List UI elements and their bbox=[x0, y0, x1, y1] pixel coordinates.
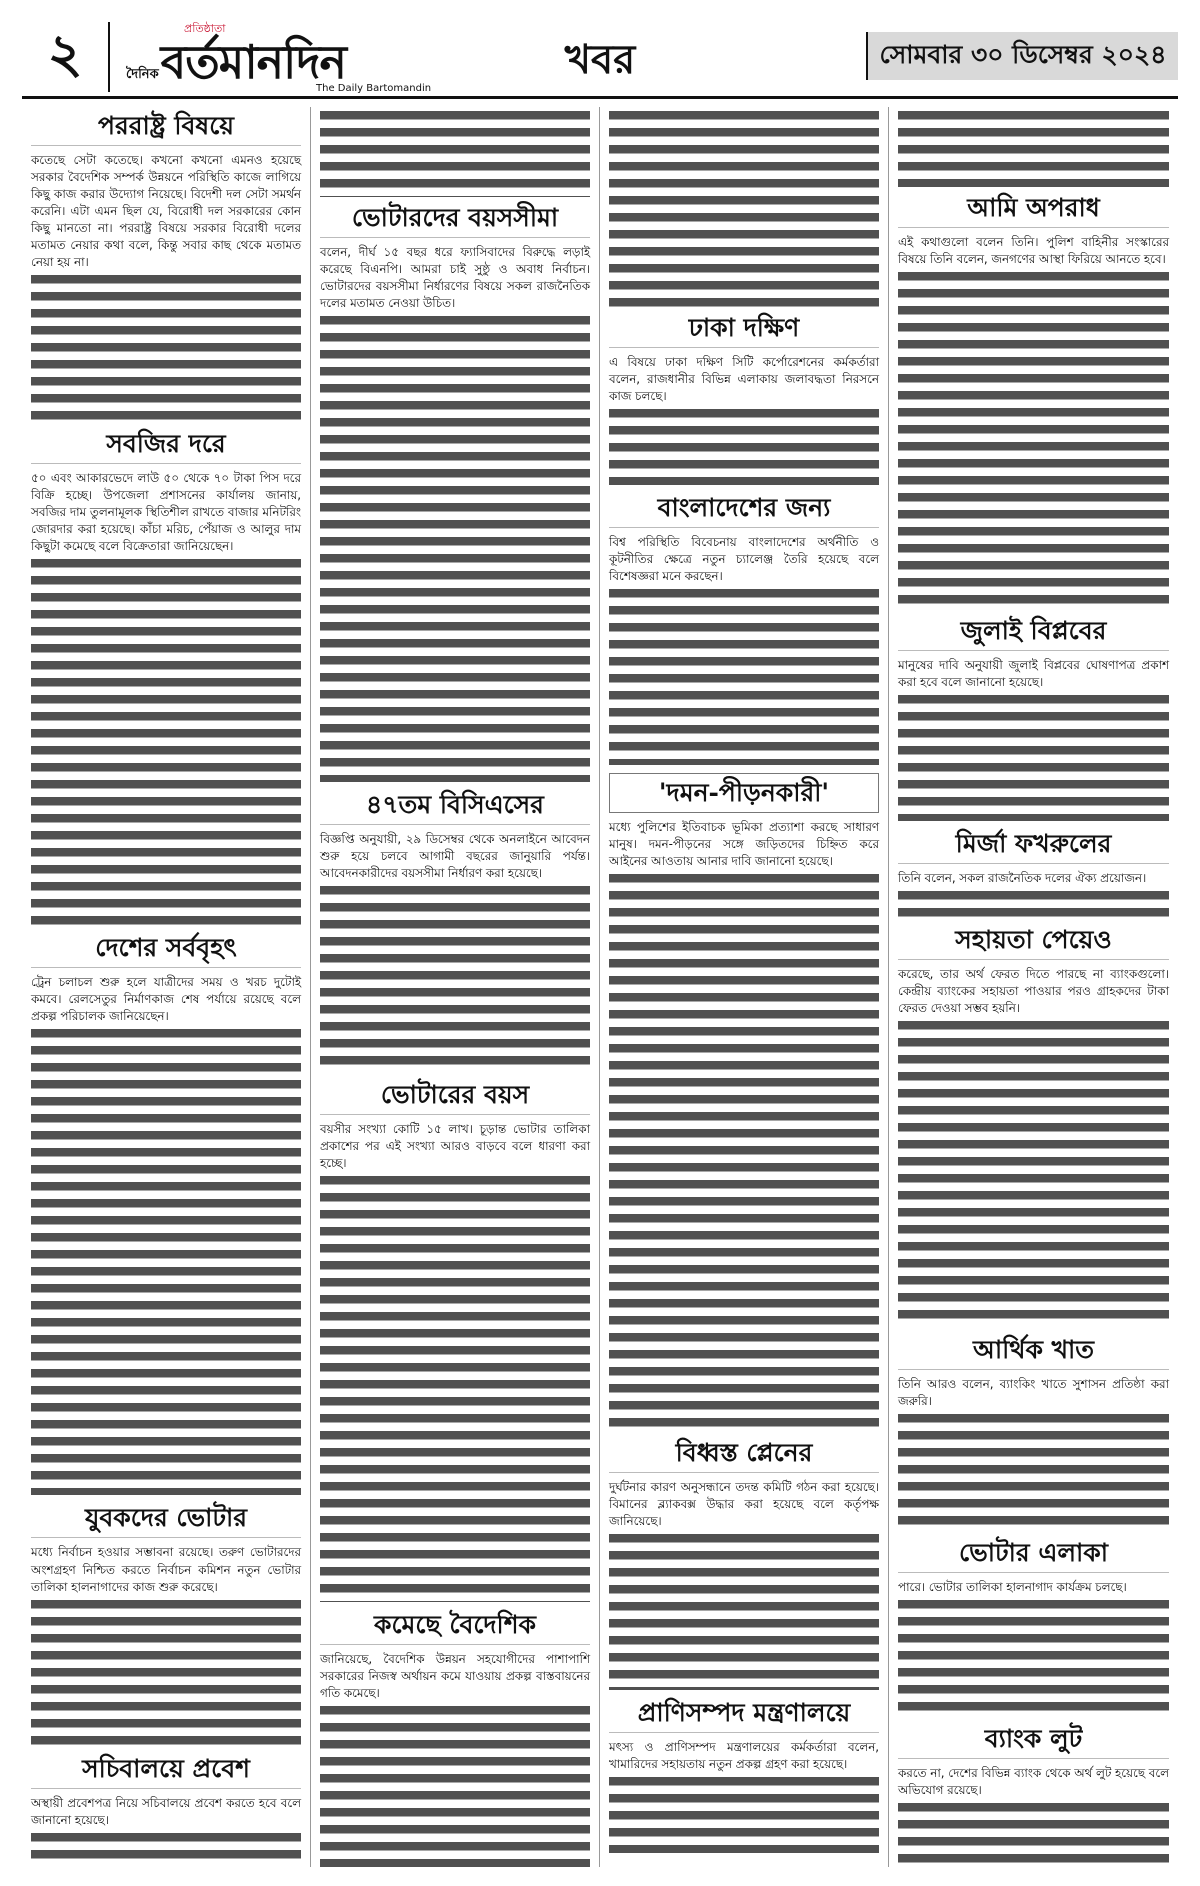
article-body-continued bbox=[320, 1172, 590, 1602]
article-body: বয়সীর সংখ্যা কোটি ১৫ লাখ। চূড়ান্ত ভোটার তালিকা প্রকাশের পর এই সংখ্যা আরও বাড়বে বলে ধারণা করা হচ্ছে। bbox=[320, 1122, 590, 1171]
article-columns bbox=[22, 107, 1178, 1867]
article-body-continued bbox=[898, 1017, 1169, 1327]
article bbox=[898, 1724, 1169, 1867]
article-body-continued bbox=[609, 585, 879, 765]
article-headline: বাংলাদেশের জন্য bbox=[609, 493, 879, 528]
article-body-continued bbox=[898, 1596, 1169, 1716]
article bbox=[898, 1538, 1169, 1716]
article-headline: জুলাই বিপ্লবের bbox=[898, 616, 1169, 651]
article-body-continued bbox=[320, 882, 590, 1072]
logo-english-name: The Daily Bartomandin bbox=[316, 83, 432, 94]
article-headline: মির্জা ফখরুলের bbox=[898, 829, 1169, 864]
article-headline: দেশের সর্ববৃহৎ bbox=[31, 933, 301, 968]
article-body: দুর্ঘটনার কারণ অনুসন্ধানে তদন্ত কমিটি গঠন করা হয়েছে। বিমানের ব্ল্যাকবক্স উদ্ধার করা হয়েছে বলে কর্তৃপক্ষ জানিয়েছে। bbox=[609, 1480, 879, 1529]
article-body: বিজ্ঞপ্তি অনুযায়ী, ২৯ ডিসেম্বর থেকে অনলাইনে আবেদন শুরু হয়ে চলবে আগামী বছরের জানুয়ারি পর্যন্ত। আবেদনকারীদের বয়সসীমা নির্ধারণ করা হয়েছে। bbox=[320, 832, 590, 881]
article bbox=[31, 1754, 301, 1867]
section-title: খবর bbox=[564, 36, 636, 83]
article-body: মধ্যে নির্বাচন হওয়ার সম্ভাবনা রয়েছে। তরুণ ভোটারদের অংশগ্রহণ নিশ্চিত করতে নির্বাচন কমিশন নতুন ভোটার তালিকা হালনাগাদের কাজ শুরু করেছে। bbox=[31, 1545, 301, 1594]
article bbox=[898, 616, 1169, 821]
article bbox=[898, 925, 1169, 1327]
article-headline: আমি অপরাধ bbox=[898, 193, 1169, 228]
article-headline: যুবকদের ভোটার bbox=[31, 1503, 301, 1538]
article-body-continued bbox=[31, 555, 301, 925]
article-continuation bbox=[320, 107, 590, 197]
article-body-continued bbox=[320, 312, 590, 782]
page-number: ২ bbox=[22, 22, 110, 92]
column-2 bbox=[311, 107, 600, 1867]
article bbox=[31, 1503, 301, 1745]
article-body-continued bbox=[609, 1530, 879, 1690]
article-headline: পররাষ্ট্র বিষয়ে bbox=[31, 111, 301, 146]
article-body-continued bbox=[31, 1025, 301, 1495]
article bbox=[898, 193, 1169, 608]
article-body: কতেছে সেটা কতেছে। কখনো কখনো এমনও হয়েছে সরকার বৈদেশিক সম্পর্ক উন্নয়নে পরিস্থিতি কাজে লাগিয়ে কিছু কাজ করার উদ্যোগ নিয়েছে। বিদেশী দল সেটা সমর্থন করেনি। এটা এমন ছিল যে, বিরোধী দল সরকারের কোন কিছু মানতো না। পররাষ্ট্র বিষয়ে সরকার বিরোধী দলের মতামত নেয়ার কথা বলে, কিন্তু সবার কাছ থেকে মতামত নেয়া হয় না। bbox=[31, 153, 301, 270]
article-body: তিনি বলেন, সকল রাজনৈতিক দলের ঐক্য প্রয়োজন। bbox=[898, 871, 1147, 886]
article-body: পারে। ভোটার তালিকা হালনাগাদ কার্যক্রম চলছে। bbox=[898, 1580, 1127, 1595]
article-body: মৎস্য ও প্রাণিসম্পদ মন্ত্রণালয়ের কর্মকর্তারা বলেন, খামারিদের সহায়তায় নতুন প্রকল্প গ্রহণ করা হয়েছে। bbox=[609, 1740, 879, 1772]
article-body-continued bbox=[898, 691, 1169, 821]
article-headline: আর্থিক খাত bbox=[898, 1335, 1169, 1370]
article-headline: ৪৭তম বিসিএসের bbox=[320, 790, 590, 825]
article-body-continued bbox=[31, 271, 301, 421]
article-body: বিশ্ব পরিস্থিতি বিবেচনায় বাংলাদেশের অর্থনীতি ও কূটনীতির ক্ষেত্রে নতুন চ্যালেঞ্জ তৈরি হয়েছে বলে বিশেষজ্ঞরা মনে করছেন। bbox=[609, 535, 879, 584]
article-body: মানুষের দাবি অনুযায়ী জুলাই বিপ্লবের ঘোষণাপত্র প্রকাশ করা হবে বলে জানানো হয়েছে। bbox=[898, 658, 1169, 690]
article-body: ৫০ এবং আকারভেদে লাউ ৫০ থেকে ৭০ টাকা পিস দরে বিক্রি হচ্ছে। উপজেলা প্রশাসনের কার্যালয় জানায়, সবজির দাম তুলনামূলক স্থিতিশীল রাখতে বাজার মনিটরিং জোরদার করা হয়েছে। কাঁচা মরিচ, পেঁয়াজ ও আলুর দাম কিছুটা কমেছে বলে বিক্রেতারা জানিয়েছেন। bbox=[31, 471, 301, 554]
article-body-continued bbox=[31, 1829, 301, 1867]
article bbox=[320, 790, 590, 1072]
article-body-continued bbox=[609, 405, 879, 485]
article-body: জানিয়েছে, বৈদেশিক উন্নয়ন সহযোগীদের পাশাপাশি সরকারের নিজস্ব অর্থায়ন কমে যাওয়ায় প্রকল্প বাস্তবায়নের গতি কমেছে। bbox=[320, 1652, 590, 1701]
article bbox=[31, 933, 301, 1495]
article bbox=[609, 493, 879, 765]
article-headline: ভোটার এলাকা bbox=[898, 1538, 1169, 1573]
article-continuation bbox=[898, 107, 1169, 187]
article bbox=[609, 773, 879, 1430]
newspaper-logo bbox=[126, 20, 431, 94]
article-body-continued bbox=[898, 887, 1169, 917]
logo-prefix: দৈনিক bbox=[126, 67, 159, 82]
article-body-continued bbox=[898, 1799, 1169, 1867]
article-body: করেছে, তার অর্থ ফেরত দিতে পারছে না ব্যাংকগুলো। কেন্দ্রীয় ব্যাংকের সহায়তা পাওয়ার পরও গ্রাহকদের টাকা ফেরত দেওয়া সম্ভব হয়নি। bbox=[898, 967, 1169, 1016]
logo-name: বর্তমানদিন bbox=[160, 35, 346, 89]
article-headline: কমেছে বৈদেশিক bbox=[320, 1610, 590, 1645]
article-headline: সহায়তা পেয়েও bbox=[898, 925, 1169, 960]
article-body: ট্রেন চলাচল শুরু হলে যাত্রীদের সময় ও খরচ দুটোই কমবে। রেলসেতুর নির্মাণকাজ শেষ পর্যায়ে রয়েছে বলে প্রকল্প পরিচালক জানিয়েছেন। bbox=[31, 975, 301, 1024]
article-body: অস্থায়ী প্রবেশপত্র নিয়ে সচিবালয়ে প্রবেশ করতে হবে বলে জানানো হয়েছে। bbox=[31, 1795, 301, 1827]
article-body-continued bbox=[898, 1410, 1169, 1530]
article-body-continued bbox=[609, 870, 879, 1430]
article bbox=[31, 429, 301, 925]
article-headline: প্রাণিসম্পদ মন্ত্রণালয়ে bbox=[609, 1698, 879, 1733]
article-body-continued bbox=[609, 1773, 879, 1853]
article-body: বলেন, দীর্ঘ ১৫ বছর ধরে ফ্যাসিবাদের বিরুদ্ধে লড়াই করেছে বিএনপি। আমরা চাই সুষ্ঠু ও অবাধ নির্বাচন। ভোটারদের বয়সসীমা নির্ধারণের বিষয়ে সকল রাজনৈতিক দলের মতামত নেওয়া উচিত। bbox=[320, 245, 590, 311]
article-headline: ঢাকা দক্ষিণ bbox=[609, 313, 879, 348]
masthead bbox=[22, 18, 1178, 99]
article bbox=[320, 203, 590, 782]
article-headline: বিধ্বস্ত প্লেনের bbox=[609, 1438, 879, 1473]
article-body-continued bbox=[320, 1702, 590, 1867]
article bbox=[898, 829, 1169, 917]
column-3 bbox=[600, 107, 889, 1867]
article-headline: সবজির দরে bbox=[31, 429, 301, 464]
article-headline: 'দমন-পীড়নকারী' bbox=[609, 773, 879, 813]
article-headline: ভোটারদের বয়সসীমা bbox=[320, 203, 590, 238]
article bbox=[609, 313, 879, 485]
article-body: এ বিষয়ে ঢাকা দক্ষিণ সিটি কর্পোরেশনের কর্মকর্তারা বলেন, রাজধানীর বিভিন্ন এলাকায় জলাবদ্ধতা নিরসনে কাজ চলছে। bbox=[609, 355, 879, 404]
article bbox=[320, 1610, 590, 1867]
article-headline: ভোটারের বয়স bbox=[320, 1080, 590, 1115]
column-1 bbox=[22, 107, 311, 1867]
issue-date: সোমবার ৩০ ডিসেম্বর ২০২৪ bbox=[866, 32, 1178, 80]
column-4 bbox=[889, 107, 1178, 1867]
article-body-continued bbox=[31, 1596, 301, 1746]
article-body: এই কথাগুলো বলেন তিনি। পুলিশ বাহিনীর সংস্কারের বিষয়ে তিনি বলেন, জনগণের আস্থা ফিরিয়ে আনতে হবে। bbox=[898, 235, 1169, 267]
article bbox=[609, 1438, 879, 1690]
logo-tagline: প্রতিষ্ঠাতা bbox=[184, 22, 226, 35]
article-headline: সচিবালয়ে প্রবেশ bbox=[31, 1754, 301, 1789]
article-body-continued bbox=[898, 268, 1169, 608]
article bbox=[320, 1080, 590, 1602]
article bbox=[31, 111, 301, 421]
article bbox=[609, 1698, 879, 1853]
article-continuation bbox=[609, 107, 879, 307]
article-body: করতে না, দেশের বিভিন্ন ব্যাংক থেকে অর্থ লুট হয়েছে বলে অভিযোগ রয়েছে। bbox=[898, 1766, 1169, 1798]
article-headline: ব্যাংক লুট bbox=[898, 1724, 1169, 1759]
article-body: মধ্যে পুলিশের ইতিবাচক ভূমিকা প্রত্যাশা করছে সাধারণ মানুষ। দমন-পীড়নের সঙ্গে জড়িতদের চিহ্নিত করে আইনের আওতায় আনার দাবি জানানো হয়েছে। bbox=[609, 820, 879, 869]
article-body: তিনি আরও বলেন, ব্যাংকিং খাতে সুশাসন প্রতিষ্ঠা করা জরুরি। bbox=[898, 1377, 1169, 1409]
article bbox=[898, 1335, 1169, 1530]
